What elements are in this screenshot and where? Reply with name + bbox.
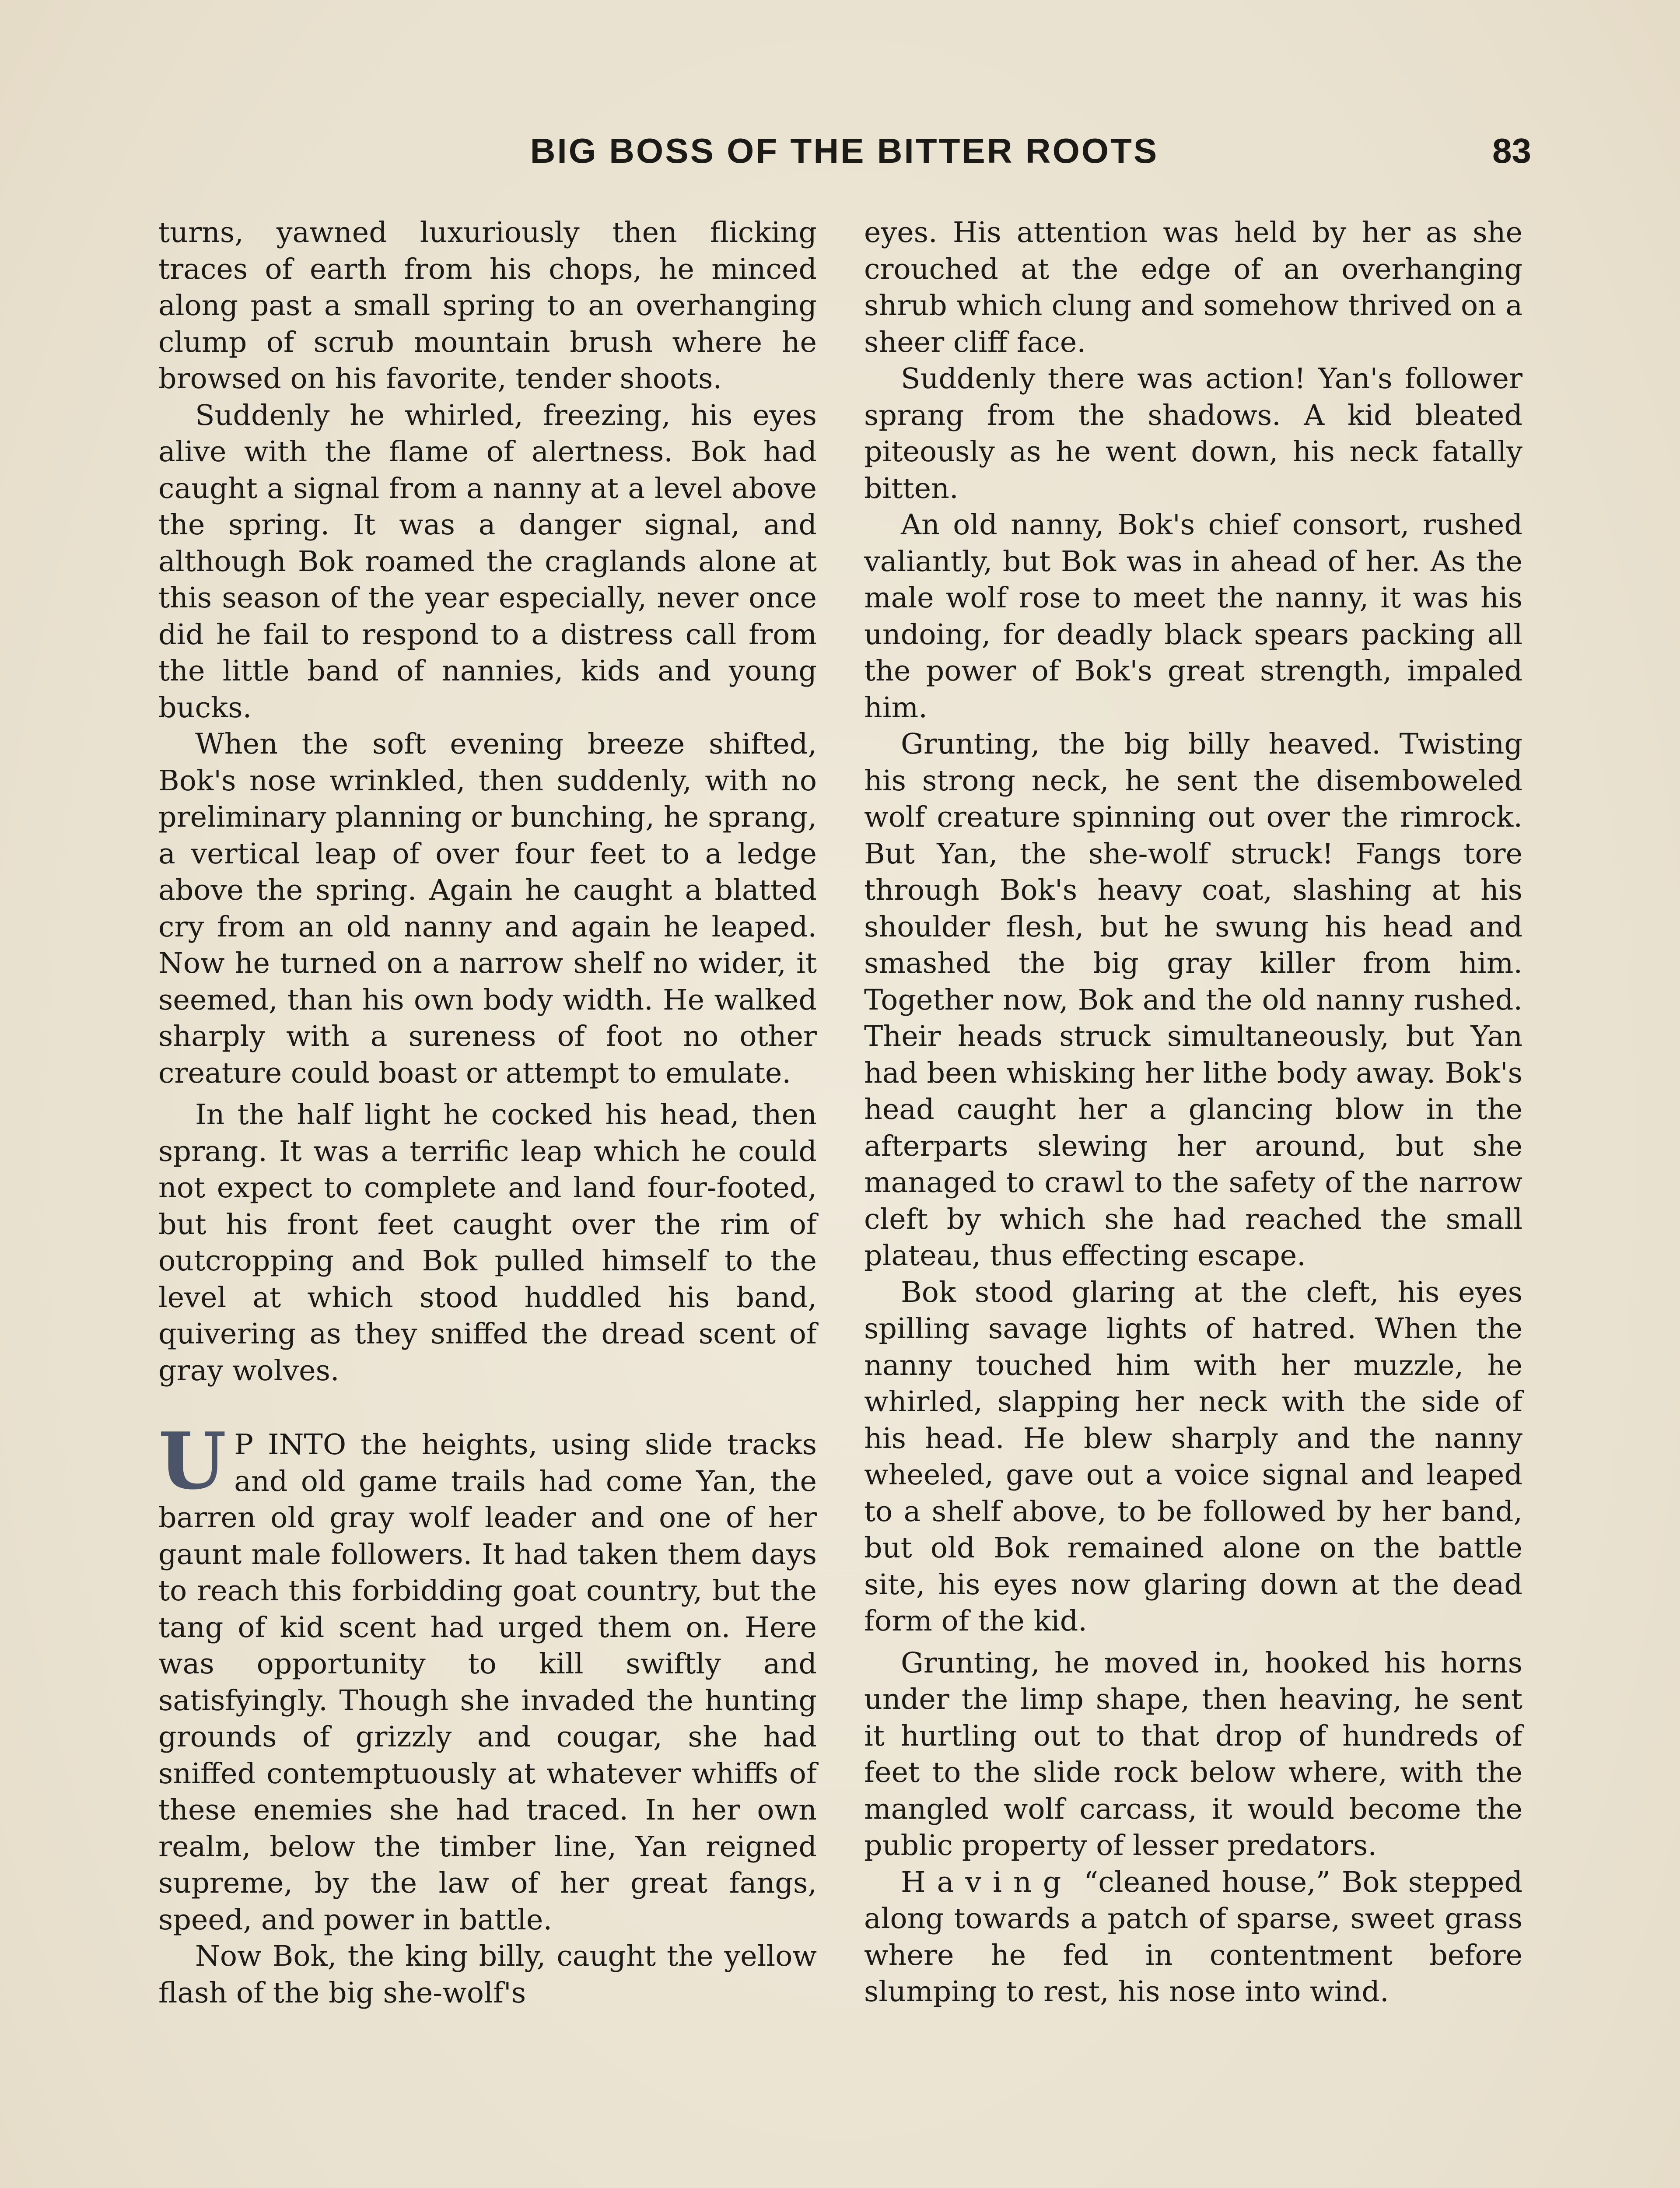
paragraph: Suddenly he whirled, freezing, his eyes alive with the flame of alertness. Bok had caught a signal from a nanny at a level above the spring. It was a danger signal, and although Bok roamed the craglands alone at this season of the year especially, never once did he fail to respond to a distress call from the little band of nannies, kids and young bucks. (158, 399, 817, 724)
paragraph: eyes. His attention was held by her as she crouched at the edge of an overhanging shrub which clung and somehow thrived on a sheer cliff face. (864, 216, 1522, 359)
paragraph: An old nanny, Bok's chief consort, rushed valiantly, but Bok was in ahead of her. As the male wolf rose to meet the nanny, it was his undoing, for deadly black spears packing all the power of Bok's great strength, impaled him. (864, 508, 1522, 724)
paragraph: turns, yawned luxuriously then flicking traces of earth from his chops, he minced along past a small spring to an overhanging clump of scrub mountain brush where he browsed on his favorite, tender shoots. (158, 216, 817, 395)
letterspaced-lead: Having (901, 1865, 1073, 1899)
paragraph: Bok stood glaring at the cleft, his eyes spilling savage lights of hatred. When the nanny touched him with her muzzle, he whirled, slapping her neck with the side of his head. He blew sharply and the nanny wheeled, gave out a voice signal and leaped to a shelf above, to be followed by her band, but old Bok remained alone on the battle site, his eyes now glaring down at the dead form of the kid. (864, 1276, 1522, 1637)
drop-cap: U (158, 1415, 227, 1507)
paragraph: Suddenly there was action! Yan's follower sprang from the shadows. A kid bleated piteously as he went down, his neck fatally bitten. (864, 362, 1522, 505)
page-header (158, 127, 1531, 175)
paragraph: Now Bok, the king billy, caught the yellow flash of the big she-wolf's (158, 1940, 817, 2009)
right-column (864, 214, 1522, 2010)
paragraph: Grunting, he moved in, hooked his horns under the limp shape, then heaving, he sent it hurtling out to that drop of hundreds of feet to the slide rock below where, with the mangled wolf carcass, it would become the public property of lesser predators. (864, 1646, 1522, 1862)
paragraph-text: “cleaned house,” Bok stepped along towards a patch of sparse, sweet grass where he fed in contentment before slumping to rest, his nose into wind. (864, 1865, 1522, 2008)
paragraph-text: P INTO the heights, using slide tracks and old game trails had come Yan, the barren old gray wolf leader and one of her gaunt male followers. It had taken them days to reach this forbidding goat country, but the tang of kid scent had urged them on. Here was opportunity to kill swiftly and satisfyingly. Though she invaded the hunting grounds of grizzly and cougar, she had sniffed contemptuously at whatever whiffs of these enemies she had traced. In her own realm, below the timber line, Yan reigned supreme, by the law of her great fangs, speed, and power in battle. (158, 1428, 817, 1936)
paragraph: Grunting, the big billy heaved. Twisting his strong neck, he sent the disemboweled wolf creature spinning out over the rimrock. But Yan, the she-wolf struck! Fangs tore through Bok's heavy coat, slashing at his shoulder flesh, but he swung his head and smashed the big gray killer from him. Together now, Bok and the old nanny rushed. Their heads struck simultaneously, but Yan had been whisking her lithe body away. Bok's head caught her a glancing blow in the afterparts slewing her around, but she managed to crawl to the safety of the narrow cleft by which she had reached the small plateau, thus effecting escape. (864, 728, 1522, 1272)
running-title: BIG BOSS OF THE BITTER ROOTS (530, 131, 1159, 170)
left-column (158, 214, 817, 2011)
paragraph (864, 1864, 1522, 2010)
page-number: 83 (1492, 131, 1531, 170)
paragraph: When the soft evening breeze shifted, Bok's nose wrinkled, then suddenly, with no preliminary planning or bunching, he sprang, a vertical leap of over four feet to a ledge above the spring. Again he caught a blatted cry from an old nanny and again he leaped. Now he turned on a narrow shelf no wider, it seemed, than his own body width. He walked sharply with a sureness of foot no other creature could boast or attempt to emulate. (158, 728, 817, 1090)
paragraph: In the half light he cocked his head, then sprang. It was a terrific leap which he could not expect to complete and land four-footed, but his front feet caught over the rim of outcropping and Bok pulled himself to the level at which stood huddled his band, quivering as they sniffed the dread scent of gray wolves. (158, 1098, 817, 1387)
section-opening-paragraph (158, 1415, 817, 1938)
